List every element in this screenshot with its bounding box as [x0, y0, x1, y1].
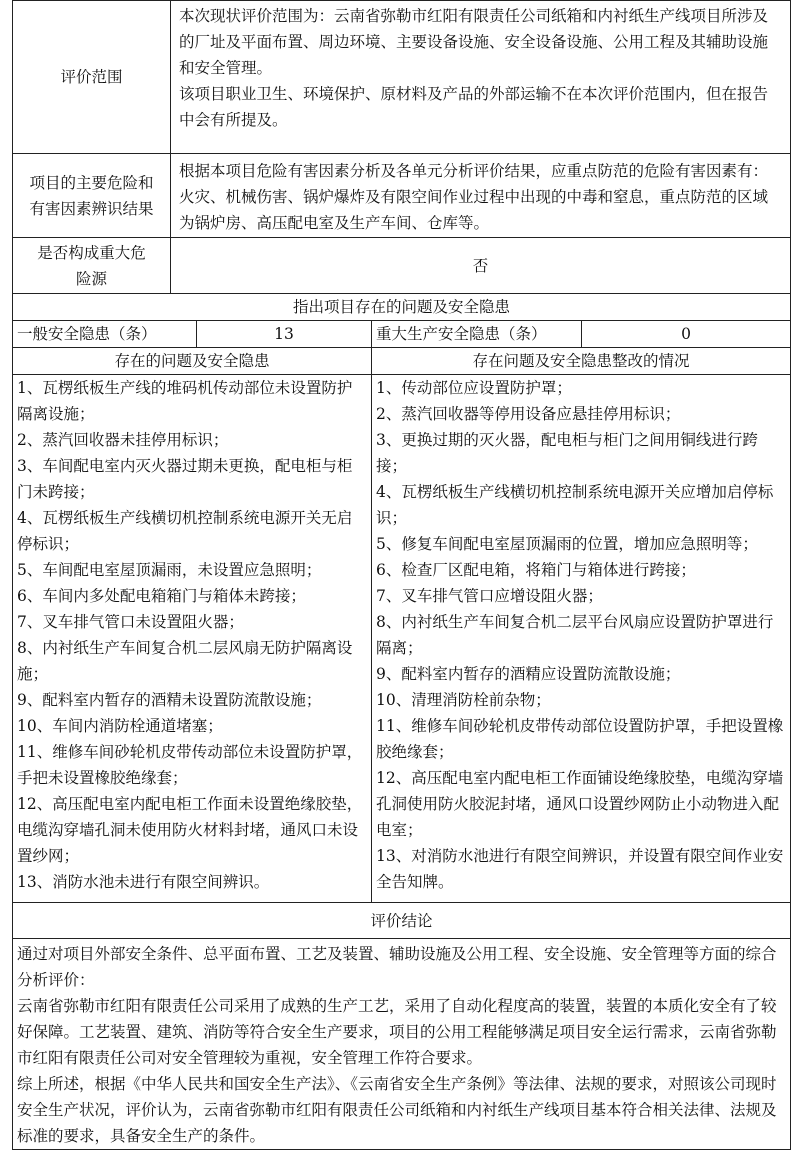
fix-item: 5、修复车间配电室屋顶漏雨的位置，增加应急照明等；	[376, 535, 758, 553]
problem-item: 12、高压配电室内配电柜工作面未设置绝缘胶垫，电缆沟穿墙孔洞未使用防火材料封堵，通风口未设置纱网；	[17, 795, 363, 865]
fixes-list	[372, 375, 791, 903]
problem-item: 1、瓦楞纸板生产线的堆码机传动部位未设置防护隔离设施；	[17, 379, 353, 423]
hazards-label: 项目的主要危险和有害因素辨识结果	[13, 154, 171, 238]
fix-item: 12、高压配电室内配电柜工作面铺设绝缘胶垫，电缆沟穿墙孔洞使用防火胶泥封堵，通风口设置纱网防止小动物进入配电室；	[376, 769, 784, 839]
problem-item: 6、车间内多处配电箱箱门与箱体未跨接；	[17, 587, 306, 605]
fixes-column-header: 存在问题及安全隐患整改的情况	[372, 348, 791, 375]
conclusion-row	[13, 939, 791, 1150]
issues-header-row	[13, 294, 791, 321]
major-hazard-count-label: 重大生产安全隐患（条）	[372, 321, 582, 348]
problem-item: 13、消防水池未进行有限空间辨识。	[17, 873, 270, 891]
major-hazard-label: 是否构成重大危险源	[13, 238, 171, 294]
conclusion-header: 评价结论	[13, 903, 791, 939]
fix-item: 11、维修车间砂轮机皮带传动部位设置防护罩，手把设置橡胶绝缘套；	[376, 717, 784, 761]
major-hazard-row	[13, 238, 791, 294]
general-hazard-label: 一般安全隐患（条）	[13, 321, 197, 348]
scope-paragraph-2: 该项目职业卫生、环境保护、原材料及产品的外部运输不在本次评价范围内，但在报告中会有所提及。	[179, 85, 769, 129]
conclusion-paragraph-3: 综上所述，根据《中华人民共和国安全生产法》、《云南省安全生产条例》等法律、法规的要求，对照该公司现时安全生产状况，评价认为，云南省弥勒市红阳有限责任公司纸箱和内衬纸生产线项目基本符合相关法律、法规及标准的要求，具备安全生产的条件。	[17, 1075, 777, 1145]
problem-item: 4、瓦楞纸板生产线横切机控制系统电源开关无启停标识；	[17, 509, 353, 553]
columns-header-row	[13, 348, 791, 375]
conclusion-header-row	[13, 903, 791, 939]
fix-item: 13、对消防水池进行有限空间辨识，并设置有限空间作业安全告知牌。	[376, 847, 784, 891]
fix-item: 6、检查厂区配电箱，将箱门与箱体进行跨接；	[376, 561, 696, 579]
conclusion-content	[13, 939, 791, 1150]
major-hazard-count: 0	[582, 321, 791, 348]
scope-content	[171, 1, 791, 154]
fix-item: 2、蒸汽回收器等停用设备应悬挂停用标识；	[376, 405, 681, 423]
fix-item: 9、配料室内暂存的酒精应设置防流散设施；	[376, 665, 681, 683]
hazards-content: 根据本项目危险有害因素分析及各单元分析评价结果，应重点防范的危险有害因素有：火灾、机械伤害、锅炉爆炸及有限空间作业过程中出现的中毒和窒息，重点防范的区域为锅炉房、高压配电室及生产车间、仓库等。	[171, 154, 791, 238]
issues-list-row	[13, 375, 791, 903]
major-hazard-value: 否	[171, 238, 791, 294]
problem-item: 10、车间内消防栓通道堵塞；	[17, 717, 223, 735]
general-hazard-count: 13	[197, 321, 372, 348]
problem-item: 2、蒸汽回收器未挂停用标识；	[17, 431, 229, 449]
scope-row	[13, 1, 791, 154]
problem-item: 9、配料室内暂存的酒精未设置防流散设施；	[17, 691, 322, 709]
problem-item: 11、维修车间砂轮机皮带传动部位未设置防护罩，手把未设置橡胶绝缘套；	[17, 743, 363, 787]
problems-list	[13, 375, 372, 903]
conclusion-paragraph-1: 通过对项目外部安全条件、总平面布置、工艺及装置、辅助设施及公用工程、安全设施、安全管理等方面的综合分析评价：	[17, 945, 777, 989]
counts-row	[13, 321, 791, 348]
problem-item: 3、车间配电室内灭火器过期未更换，配电柜与柜门未跨接；	[17, 457, 353, 501]
problem-item: 7、叉车排气管口未设置阻火器；	[17, 613, 244, 631]
problems-column-header: 存在的问题及安全隐患	[13, 348, 372, 375]
hazards-row	[13, 154, 791, 238]
problem-item: 5、车间配电室屋顶漏雨，未设置应急照明；	[17, 561, 322, 579]
problem-item: 8、内衬纸生产车间复合机二层风扇无防护隔离设施；	[17, 639, 353, 683]
issues-header: 指出项目存在的问题及安全隐患	[13, 294, 791, 321]
fix-item: 1、传动部位应设置防护罩；	[376, 379, 572, 397]
conclusion-paragraph-2: 云南省弥勒市红阳有限责任公司采用了成熟的生产工艺，采用了自动化程度高的装置，装置的本质化安全有了较好保障。工艺装置、建筑、消防等符合安全生产要求，项目的公用工程能够满足项目安全运行需求，云南省弥勒市红阳有限责任公司对安全管理较为重视，安全管理工作符合要求。	[17, 997, 777, 1067]
evaluation-table-container	[12, 0, 790, 1150]
fix-item: 8、内衬纸生产车间复合机二层平台风扇应设置防护罩进行隔离；	[376, 613, 774, 657]
evaluation-summary-table	[12, 0, 791, 1150]
fix-item: 10、清理消防栓前杂物；	[376, 691, 551, 709]
fix-item: 4、瓦楞纸板生产线横切机控制系统电源开关应增加启停标识；	[376, 483, 774, 527]
fix-item: 3、更换过期的灭火器，配电柜与柜门之间用铜线进行跨接；	[376, 431, 758, 475]
scope-label: 评价范围	[13, 1, 171, 154]
scope-paragraph-1: 本次现状评价范围为：云南省弥勒市红阳有限责任公司纸箱和内衬纸生产线项目所涉及的厂址及平面布置、周边环境、主要设备设施、安全设备设施、公用工程及其辅助设施和安全管理。	[179, 7, 769, 77]
fix-item: 7、叉车排气管口应增设阻火器；	[376, 587, 603, 605]
